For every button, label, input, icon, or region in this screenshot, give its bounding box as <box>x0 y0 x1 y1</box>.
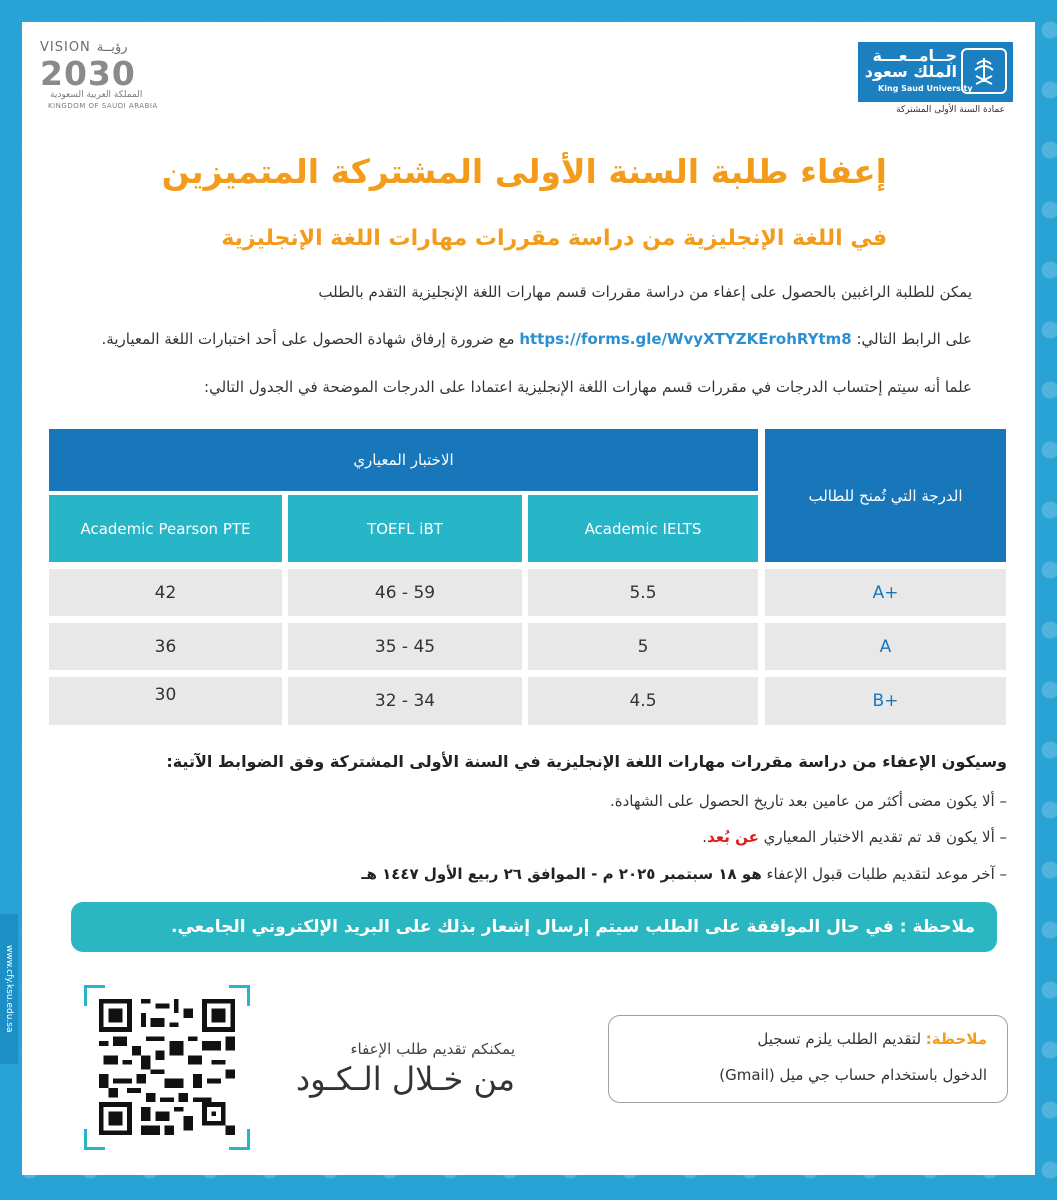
intro-line-3: علما أنه سيتم إحتساب الدرجات في مقررات قسم مهارات اللغة الإنجليزية اعتمادا على الدرجات الموضحة في الجدول التالي: <box>204 378 972 396</box>
ksu-name-ar <box>865 48 957 80</box>
table-cell-grade: A+ <box>765 569 1006 616</box>
table-cell-grade: A <box>765 623 1006 670</box>
score-table <box>49 429 1006 725</box>
gmail-note-label: ملاحظة: <box>925 1030 987 1048</box>
approval-note-text: ملاحظة : في حال الموافقة على الطلب سيتم إرسال إشعار بذلك على البريد الإلكتروني الجامعي. <box>171 917 975 937</box>
form-link[interactable]: https://forms.gle/WvyXTYZKErohRYtm8 <box>519 330 852 348</box>
side-url-tab[interactable] <box>0 914 18 1064</box>
gmail-note-text-1: لتقديم الطلب يلزم تسجيل <box>757 1030 922 1048</box>
grade-header: الدرجة التي تُمنح للطالب <box>765 429 1006 562</box>
vision-label-ar: رؤيــة <box>96 40 128 55</box>
table-cell-ielts: 4.5 <box>528 677 758 725</box>
page-title: إعفاء طلبة السنة الأولى المشتركة المتميزين <box>161 152 887 191</box>
qr-code-frame[interactable] <box>84 985 250 1150</box>
intro-line-2 <box>102 330 972 348</box>
ksu-logo <box>858 42 1013 122</box>
vision-kingdom-en: KINGDOM OF SAUDI ARABIA <box>48 102 158 110</box>
condition-2-text: – ألا يكون قد تم تقديم الاختبار المعياري <box>763 828 1007 846</box>
standard-test-header: الاختبار المعياري <box>49 429 758 491</box>
condition-3-text: – آخر موعد لتقديم طلبات قبول الإعفاء <box>766 865 1007 883</box>
ksu-name-ar-2: الملك سعود <box>864 62 957 81</box>
gmail-note-line-2: الدخول باستخدام حساب جي ميل (Gmail) <box>719 1066 987 1084</box>
vision-year: 2030 <box>40 54 136 93</box>
condition-2-remote: عن بُعد <box>707 828 759 846</box>
ksu-name-en: King Saud University <box>878 84 973 93</box>
approval-note-bar <box>71 902 997 952</box>
condition-3 <box>361 865 1007 883</box>
table-cell-toefl: 46 - 59 <box>288 569 522 616</box>
code-headline: من خـلال الـكـود <box>295 1060 515 1098</box>
table-cell-toefl: 32 - 34 <box>288 677 522 725</box>
qr-code-icon[interactable] <box>99 997 235 1137</box>
table-cell-ielts: 5 <box>528 623 758 670</box>
conditions-title: وسيكون الإعفاء من دراسة مقررات مهارات اللغة الإنجليزية في السنة الأولى المشتركة وفق الضوابط الآتية: <box>166 752 1007 771</box>
deadline-date: هو ١٨ سبتمبر ٢٠٢٥ م - الموافق ٢٦ ربيع الأول ١٤٤٧ هـ <box>361 865 762 883</box>
table-cell-pte: 42 <box>49 569 282 616</box>
condition-2 <box>702 828 1007 846</box>
vision-2030-logo <box>40 40 160 120</box>
ksu-name-ar-1: جــامــعـــة <box>872 46 957 65</box>
intro-line-2-after: مع ضرورة إرفاق شهادة الحصول على أحد اختبارات اللغة المعيارية. <box>101 330 515 348</box>
col-header-ielts: Academic IELTS <box>528 495 758 562</box>
side-url-text: www.cfy.ksu.edu.sa <box>4 945 14 1033</box>
vision-kingdom-ar: المملكة العربية السعودية <box>50 90 143 100</box>
condition-2-end: . <box>702 828 708 846</box>
col-header-pte: Academic Pearson PTE <box>49 495 282 562</box>
vision-label-en: VISION <box>40 40 91 55</box>
intro-line-1: يمكن للطلبة الراغبين بالحصول على إعفاء من دراسة مقررات قسم مهارات اللغة الإنجليزية التقدم بالطلب <box>318 283 972 301</box>
gmail-note-line-1 <box>757 1030 987 1048</box>
table-cell-ielts: 5.5 <box>528 569 758 616</box>
page-subtitle: في اللغة الإنجليزية من دراسة مقررات مهارات اللغة الإنجليزية <box>221 226 887 251</box>
ksu-logo-box <box>858 42 1013 102</box>
table-cell-pte: 30 <box>49 677 282 725</box>
condition-1: – ألا يكون مضى أكثر من عامين بعد تاريخ الحصول على الشهادة. <box>609 792 1007 810</box>
table-cell-toefl: 35 - 45 <box>288 623 522 670</box>
table-cell-grade: B+ <box>765 677 1006 725</box>
code-caption: يمكنكم تقديم طلب الإعفاء <box>350 1040 515 1058</box>
vision-label <box>40 40 128 55</box>
ksu-deanship: عمادة السنة الأولى المشتركة <box>896 105 1005 115</box>
gmail-note-box <box>608 1015 1008 1103</box>
table-cell-pte: 36 <box>49 623 282 670</box>
col-header-toefl: TOEFL iBT <box>288 495 522 562</box>
intro-line-2-before: على الرابط التالي: <box>856 330 972 348</box>
palm-emblem-icon <box>961 48 1007 94</box>
